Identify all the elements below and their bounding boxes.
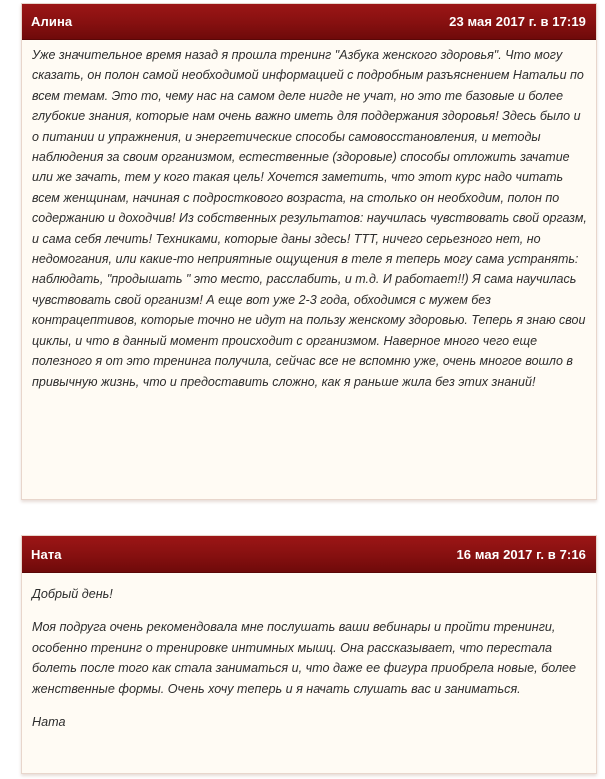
review-author: Алина [31, 14, 73, 29]
review-date: 23 мая 2017 г. в 17:19 [449, 14, 586, 29]
review-header [22, 4, 596, 40]
review-header [22, 536, 596, 573]
review-author: Ната [31, 546, 62, 562]
review-text: Моя подруга очень рекомендовала мне послушать ваши вебинары и пройти тренинги, особенно тренинг о тренировке интимных мышц. Она рассказывает, что перестала болеть после того как стала заниматься и, что даже ее фигура приобрела новые, более женственные формы. Очень хочу теперь и я начать слушать вас и заниматься. [32, 620, 577, 696]
review-body [22, 40, 596, 392]
review-signature: Ната [32, 715, 66, 730]
review-date: 16 мая 2017 г. в 7:16 [456, 546, 586, 562]
review-card [21, 535, 597, 774]
review-body [22, 573, 596, 732]
review-text: Уже значительное время назад я прошла тренинг "Азбука женского здоровья". Что могу сказать, он полон самой необходимой информацией с подробным разъяснением Натальи по всем темам. Это то, чему нас на самом деле нигде не учат, но это те базовые и более глубокие знания, которые нам очень важно иметь для поддержания здоровья! Здесь было и о питании и упражнения, и энергетические способы самовосстановления, и методы наблюдения за своим организмом, естественные (здоровые) способы отложить зачатие или же зачать, тем у кого такая цель! Хочется заметить, что этот курс надо читать всем женщинам, начиная с подросткового возраста, на столько он необходим, полон по содержанию и доходчив! Из собственных результатов: научилась чувствовать свой оргазм, и сама себя лечить! Техниками, которые даны здесь! ТТТ, ничего серьезного нет, но недомогания, или какие-то неприятные ощущения в теле я теперь могу сама устранять: наблюдать, "продышать " это место, расслабить, и т.д. И работает!!) Я сама научилась чувствовать свой организм! А еще вот уже 2-3 года, обходимся с мужем без контрацептивов, которые точно не идут на пользу женскому здоровью. Теперь я знаю свои циклы, и что в данный момент происходит с организмом. Наверное много чего еще полезного я от это тренинга получила, сейчас все не вспомню уже, очень многое вошло в привычную жизнь, что и предоставить сложно, как я раньше жила без этих знаний! [32, 48, 587, 389]
review-greeting: Добрый день! [32, 587, 113, 601]
review-card [21, 3, 597, 500]
